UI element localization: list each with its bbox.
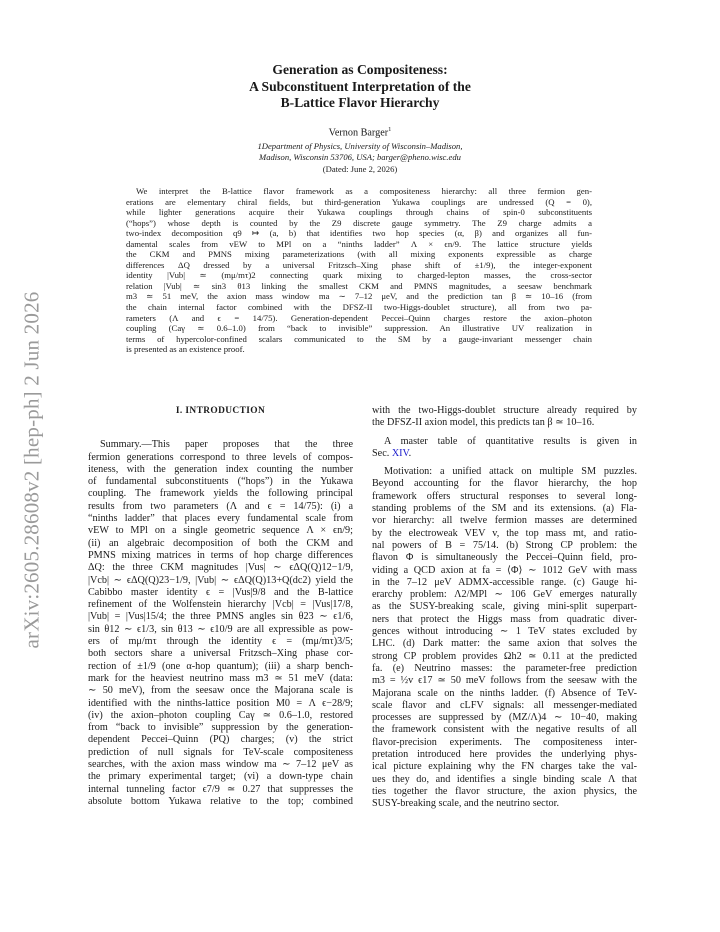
paragraph-line: pretation introduced here provides the underlying phys- bbox=[372, 749, 637, 761]
paragraph-line: m3 = ½v ϵ17 ≃ 50 meV follows from the seesaw with the bbox=[372, 675, 637, 687]
paragraph-line: of fundamental subconstituents (“hops”) in the Yukawa bbox=[88, 476, 353, 488]
right-column bbox=[372, 405, 637, 811]
paragraph-line: rection of ±1/9 (one α-hop quantum); (iii) a sharp bench- bbox=[88, 660, 353, 672]
paragraph-line: in the 7–12 μeV ADMX-accessible range. (c) Gauge hi- bbox=[372, 576, 637, 588]
paragraph-line: scale flavor and cLFV signals: all messenger-mediated bbox=[372, 699, 637, 711]
abstract-line: damental scales from vEW to MPl on a “ninths ladder” Λ × ϵn/9. The lattice structure yields bbox=[126, 238, 592, 249]
abstract-line: the chain internal factor combined with the DFSZ-II two-Higgs-doublet structure), all from two pa- bbox=[126, 302, 592, 313]
paragraph-line: erarchy problem: Λ2/MPl ∼ 106 GeV emerges naturally bbox=[372, 589, 637, 601]
affiliation bbox=[100, 141, 620, 163]
paragraph-line: mark for the heaviest neutrino mass m3 ≃ 51 meV (data: bbox=[88, 672, 353, 684]
paragraph-line: flavon Φ is simultaneously the Peccei–Quinn field, pro- bbox=[372, 552, 637, 564]
title-line: A Subconstituent Interpretation of the bbox=[249, 78, 471, 94]
paragraph-line: the primary experimental target; (vi) a down-type chain bbox=[88, 771, 353, 783]
abstract-line: the CKM and PMNS mixing parameterizations (with all mixing exponents expressible as charge bbox=[126, 249, 592, 260]
paragraph-line: (iv) the axion–photon coupling Caγ ≃ 0.6–1.0, restored bbox=[88, 709, 353, 721]
paragraph-line: |Vcb| ∼ ϵΔQ(Q)23−1/9, |Vub| ∼ ϵΔQ(Q)13+Q(dc2) yield the bbox=[88, 574, 353, 586]
paragraph-line: flavor-precision experiments. The compositeness inter- bbox=[372, 736, 637, 748]
paragraph-line bbox=[372, 448, 637, 460]
paragraph-line: sin θ12 ∼ ϵ1/3, sin θ13 ∼ ϵ10/9 are all expressible as pow- bbox=[88, 623, 353, 635]
abstract-line: coupling (Caγ ≃ 0.6–1.0) from “back to invisible” suppression. An illustrative UV realization in bbox=[126, 323, 592, 334]
title-line: B-Lattice Flavor Hierarchy bbox=[280, 95, 440, 110]
paragraph-line: SUSY-breaking scale, and the neutrino sector. bbox=[372, 798, 560, 810]
author-affiliation-mark: 1 bbox=[388, 125, 392, 133]
abstract-line: two-index decomposition q9 ↦ (a, b) that identifies two hop species (α, β) and organizes all fun- bbox=[126, 228, 592, 239]
paragraph-line: |Vub| = |Vus|15/4; the three PMNS angles sin θ23 ∼ ϵ1/6, bbox=[88, 611, 353, 623]
paragraph-line: vEW to MPl on a single geometric sequence Λ × ϵn/9; bbox=[88, 525, 353, 537]
motivation-paragraph bbox=[372, 466, 637, 810]
author-text: Vernon Barger bbox=[328, 126, 389, 138]
paragraph-line: Motivation: a unified attack on multiple SM puzzles. bbox=[384, 466, 637, 478]
paragraph-line: processes are suppressed by (MZ/Λ)4 ∼ 10−40, making bbox=[372, 712, 637, 724]
paragraph-text: Sec. bbox=[372, 447, 392, 459]
paragraph-line: by the electroweak VEV v, the top mass mt, and ratio- bbox=[372, 527, 637, 539]
paragraph-line: coupling. The framework yields the following principal bbox=[88, 488, 353, 500]
paragraph-line: refinement of the Wolfenstein hierarchy |Vcb| = |Vus|17/8, bbox=[88, 599, 353, 611]
paragraph-line: Beyond accounting for the flavor hierarchy, the hop bbox=[372, 478, 637, 490]
paragraph-text: . bbox=[408, 447, 412, 459]
paragraph-line: the framework consistent with the negative results of all bbox=[372, 724, 637, 736]
paragraph-line: LHC. (d) Dark matter: the same axion that solves the bbox=[372, 638, 637, 650]
paragraph-line: fermion generations correspond to three levels of compos- bbox=[88, 451, 353, 463]
paragraph-line: ties together the flavor structure, the axion physics, the bbox=[372, 785, 637, 797]
paper-title bbox=[100, 62, 620, 112]
paragraph-line: both sectors share a universal Fritzsch–Xing phase cor- bbox=[88, 648, 353, 660]
abstract-line: identity |Vub| ≃ (mμ/mτ)2 connecting quark mixing to charged-lepton masses, the cross-sector bbox=[126, 270, 592, 281]
section-heading: I. INTRODUCTION bbox=[175, 406, 266, 416]
abstract-line: rameters (Λ and ϵ = 14/75). Generation-dependent Peccei–Quinn charges restore the axion–photon bbox=[126, 312, 592, 323]
paragraph-line: A master table of quantitative results is given in bbox=[384, 435, 637, 447]
paragraph-line: identified with the ninths-lattice position M0 = Λ ϵ−28/9; bbox=[88, 697, 353, 709]
paragraph-line: ical picture explaining why the FN charges take the val- bbox=[372, 761, 637, 773]
abstract-line: (“hops”) whose depth is counted by the Z9 discrete gauge symmetry. The Z9 charge admits a bbox=[126, 217, 592, 228]
paragraph-line: ues they do, and identifies a single binding scale Λ that bbox=[372, 773, 637, 785]
paragraph-line: dependent Peccei–Quinn (PQ) charges; (v) the strict bbox=[88, 734, 353, 746]
abstract-line: m3 ≃ 51 meV, the axion mass window ma ∼ 7–12 μeV, and the prediction tan β ≃ 10–16 (from bbox=[126, 291, 592, 302]
abstract-line: We interpret the B-lattice flavor framework as a compositeness hierarchy: all three fermion gen- bbox=[136, 186, 592, 196]
tan-beta-paragraph-end bbox=[372, 405, 637, 430]
arxiv-identifier-stamp bbox=[10, 260, 54, 680]
section-reference-link[interactable]: XIV bbox=[391, 447, 409, 459]
paragraph-line: the DFSZ-II axion model, this predicts tan β ≃ 10–16. bbox=[372, 417, 595, 429]
abstract-line: relation |Vub| ≃ sin3 θ13 linking the smallest CKM and PMNS magnitudes, a seesaw benchmark bbox=[126, 280, 592, 291]
paragraph-line: Cabibbo master identity ϵ = |Vus|9/8 and the B-lattice bbox=[88, 586, 353, 598]
author-name bbox=[100, 126, 620, 138]
arxiv-identifier-text: arXiv:2605.28608v2 [hep-ph] 2 Jun 2026 bbox=[19, 291, 44, 649]
paper-header bbox=[100, 62, 620, 174]
paragraph-line: standing problems of the SM and its extensions. (a) Fla- bbox=[372, 503, 637, 515]
paragraph-line: searches, with the axion mass window ma ∼ 7–12 μeV as bbox=[88, 759, 353, 771]
paragraph-line: results from two parameters (Λ and ϵ = 14/75): (i) a bbox=[88, 500, 353, 512]
paragraph-line: absolute bottom Yukawa relative to the top; combined bbox=[88, 795, 353, 807]
paragraph-line: ΔQ: the three CKM magnitudes |Vus| ∼ ϵΔQ(Q)12−1/9, bbox=[88, 562, 353, 574]
paragraph-line: gences without introducing ∼ 1 TeV states excluded by bbox=[372, 626, 637, 638]
paragraph-line: with the two-Higgs-doublet structure already required by bbox=[372, 405, 637, 416]
paragraph-line: ers of mμ/mτ through the identity ϵ = (mμ/mτ)3/5; bbox=[88, 636, 353, 648]
left-column bbox=[88, 405, 353, 808]
paragraph-line: (ii) an algebraic decomposition of both the CKM and bbox=[88, 537, 353, 549]
paragraph-line: viding a QCD axion at fa = ⟨Φ⟩ ∼ 1012 GeV with mass bbox=[372, 564, 637, 576]
paragraph-line: Summary.—This paper proposes that the three bbox=[100, 439, 353, 451]
paragraph-line: vor hierarchy: all twelve fermion masses are determined bbox=[372, 515, 637, 527]
paragraph-line: fa. (e) Neutrino masses: the parameter-free prediction bbox=[372, 662, 637, 674]
paragraph-line: PMNS mixing matrices in terms of hop charge differences bbox=[88, 549, 353, 561]
abstract-line: is presented as an existence proof. bbox=[126, 344, 245, 355]
paragraph-line: strong CP problem provides Ωh2 ≃ 0.11 at the predicted bbox=[372, 650, 637, 662]
paragraph-line: from “back to invisible” suppression by the generation- bbox=[88, 722, 353, 734]
abstract bbox=[126, 186, 592, 355]
date-line: (Dated: June 2, 2026) bbox=[322, 163, 398, 174]
affiliation-line: 1Department of Physics, University of Wisconsin–Madison, bbox=[257, 140, 463, 151]
abstract-line: terms of hypercolor-confined scalars communicated to the SM by a gauge-invariant messenger chain bbox=[126, 333, 592, 344]
paragraph-line: Majorana scale on the ninths ladder. (f) Absence of TeV- bbox=[372, 687, 637, 699]
paragraph-line: nal powers of B = 75/14. (b) Strong CP problem: the bbox=[372, 539, 637, 551]
paragraph-line: “ninths ladder” that places every fundamental scale from bbox=[88, 513, 353, 525]
abstract-line: erations are elementary chiral fields, but third-generation Yukawa couplings are undressed (Q = 0), bbox=[126, 196, 592, 207]
title-line: Generation as Compositeness: bbox=[272, 62, 448, 77]
paragraph-line: prediction of null signals for TeV-scale compositeness bbox=[88, 746, 353, 758]
abstract-line: differences ΔQ dressed by a universal Fritzsch–Xing phase shift of ±1/9), the integer-exponent bbox=[126, 259, 592, 270]
master-table-paragraph bbox=[372, 436, 637, 461]
paragraph-line: framework offers structural responses to several long- bbox=[372, 490, 637, 502]
paragraph-line: ∼ 50 meV), from the seesaw once the Majorana scale is bbox=[88, 685, 353, 697]
paragraph-line: iteness, with the generation index counting the number bbox=[88, 463, 353, 475]
paragraph-line: internal tunneling factor ϵ7/9 ≃ 0.27 that suppresses the bbox=[88, 783, 353, 795]
summary-paragraph bbox=[88, 439, 353, 808]
paragraph-line: ners that protect the Higgs mass from quadratic diver- bbox=[372, 613, 637, 625]
abstract-line: while lighter generations acquire their Yukawa couplings through chains of spin-0 subconstituents bbox=[126, 207, 592, 218]
affiliation-line: Madison, Wisconsin 53706, USA; barger@pheno.wisc.edu bbox=[259, 151, 461, 162]
paragraph-line: as the SUSY-breaking scale, giving mini-split superpart- bbox=[372, 601, 637, 613]
